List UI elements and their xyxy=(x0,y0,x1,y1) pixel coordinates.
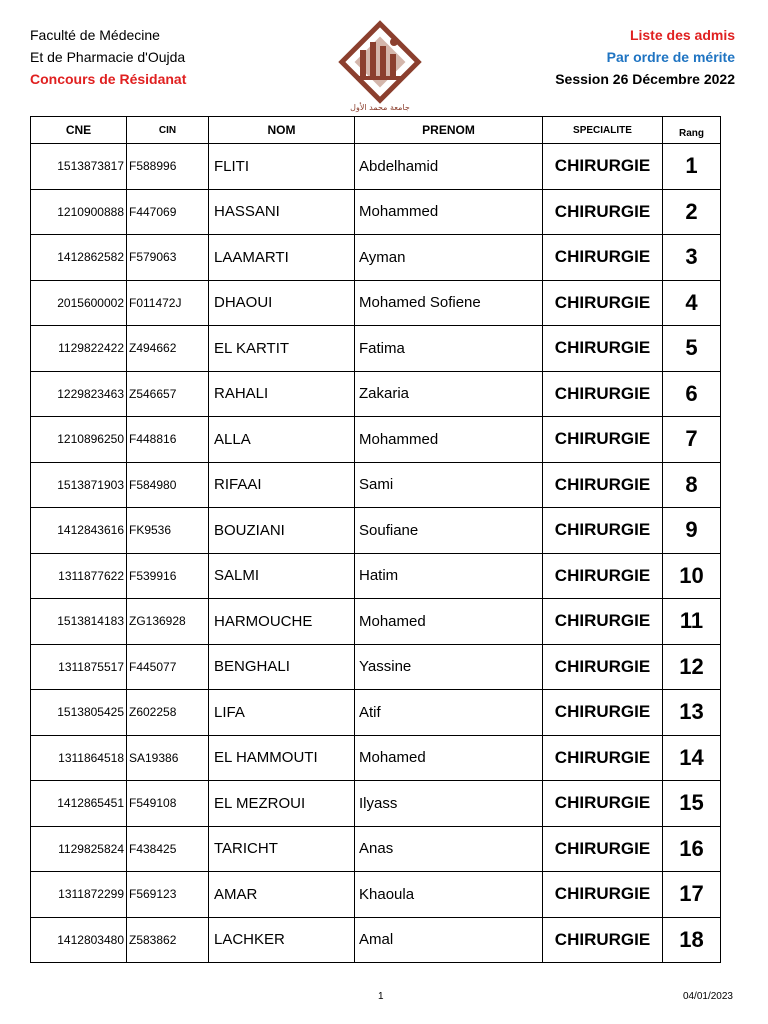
list-header xyxy=(455,24,735,90)
institution-header xyxy=(30,24,290,90)
cell-cin: F438425 xyxy=(127,826,209,872)
cell-nom: TARICHT xyxy=(209,826,355,872)
cell-rang: 10 xyxy=(663,553,721,599)
cell-rang: 2 xyxy=(663,189,721,235)
cell-rang: 3 xyxy=(663,235,721,281)
cell-prenom: Ilyass xyxy=(355,781,543,827)
university-logo xyxy=(328,20,432,116)
cell-cin: F445077 xyxy=(127,644,209,690)
table-row xyxy=(31,644,721,690)
cell-prenom: Mohamed Sofiene xyxy=(355,280,543,326)
cell-cne: 1412843616 xyxy=(31,508,127,554)
cell-rang: 7 xyxy=(663,417,721,463)
cell-nom: LAAMARTI xyxy=(209,235,355,281)
list-title: Liste des admis xyxy=(629,27,735,43)
cell-cin: F539916 xyxy=(127,553,209,599)
cell-nom: BOUZIANI xyxy=(209,508,355,554)
cell-nom: EL KARTIT xyxy=(209,326,355,372)
table-row xyxy=(31,462,721,508)
cell-prenom: Mohamed xyxy=(355,735,543,781)
cell-cin: F549108 xyxy=(127,781,209,827)
cell-rang: 12 xyxy=(663,644,721,690)
logo-caption: ﺟﺎﻣﻌﺔ ﻣﺤﻤﺪ ﺍﻷﻭﻝ xyxy=(350,103,410,112)
col-header-cin: CIN xyxy=(127,117,209,144)
cell-cin: F579063 xyxy=(127,235,209,281)
cell-specialite: CHIRURGIE xyxy=(543,690,663,736)
cell-rang: 5 xyxy=(663,326,721,372)
table-row xyxy=(31,599,721,645)
table-row xyxy=(31,326,721,372)
table-row xyxy=(31,781,721,827)
cell-cne: 1412865451 xyxy=(31,781,127,827)
cell-rang: 16 xyxy=(663,826,721,872)
cell-cne: 1311875517 xyxy=(31,644,127,690)
table-row xyxy=(31,508,721,554)
cell-cne: 2015600002 xyxy=(31,280,127,326)
cell-prenom: Anas xyxy=(355,826,543,872)
cell-cin: Z494662 xyxy=(127,326,209,372)
institution-line1: Faculté de Médecine xyxy=(30,27,160,43)
table-row xyxy=(31,735,721,781)
cell-cin: F011472J xyxy=(127,280,209,326)
table-row xyxy=(31,917,721,963)
table-row xyxy=(31,371,721,417)
cell-prenom: Amal xyxy=(355,917,543,963)
order-label: Par ordre de mérite xyxy=(606,49,735,65)
cell-prenom: Ayman xyxy=(355,235,543,281)
col-header-cne: CNE xyxy=(31,117,127,144)
table-row xyxy=(31,235,721,281)
cell-prenom: Sami xyxy=(355,462,543,508)
cell-cne: 1210900888 xyxy=(31,189,127,235)
cell-cne: 1129822422 xyxy=(31,326,127,372)
cell-rang: 18 xyxy=(663,917,721,963)
cell-cne: 1513805425 xyxy=(31,690,127,736)
cell-rang: 13 xyxy=(663,690,721,736)
cell-nom: LACHKER xyxy=(209,917,355,963)
cell-cne: 1412803480 xyxy=(31,917,127,963)
table-row xyxy=(31,872,721,918)
table-row xyxy=(31,826,721,872)
page-number: 1 xyxy=(378,991,384,1002)
cell-nom: HASSANI xyxy=(209,189,355,235)
cell-rang: 15 xyxy=(663,781,721,827)
cell-specialite: CHIRURGIE xyxy=(543,872,663,918)
cell-rang: 17 xyxy=(663,872,721,918)
cell-specialite: CHIRURGIE xyxy=(543,144,663,190)
cell-cin: F584980 xyxy=(127,462,209,508)
cell-cin: F569123 xyxy=(127,872,209,918)
cell-cne: 1513814183 xyxy=(31,599,127,645)
cell-prenom: Mohamed xyxy=(355,599,543,645)
cell-specialite: CHIRURGIE xyxy=(543,235,663,281)
cell-cin: Z583862 xyxy=(127,917,209,963)
cell-nom: AMAR xyxy=(209,872,355,918)
col-header-nom: NOM xyxy=(209,117,355,144)
cell-prenom: Abdelhamid xyxy=(355,144,543,190)
cell-cne: 1210896250 xyxy=(31,417,127,463)
cell-prenom: Fatima xyxy=(355,326,543,372)
cell-cin: Z546657 xyxy=(127,371,209,417)
cell-cne: 1412862582 xyxy=(31,235,127,281)
cell-specialite: CHIRURGIE xyxy=(543,917,663,963)
col-header-rang: Rang xyxy=(663,117,721,144)
table-header-row xyxy=(31,117,721,144)
table-body xyxy=(31,144,721,963)
cell-cne: 1129825824 xyxy=(31,826,127,872)
admitted-table xyxy=(30,116,721,963)
cell-prenom: Mohammed xyxy=(355,189,543,235)
cell-specialite: CHIRURGIE xyxy=(543,781,663,827)
cell-cin: Z602258 xyxy=(127,690,209,736)
cell-cne: 1513873817 xyxy=(31,144,127,190)
cell-prenom: Soufiane xyxy=(355,508,543,554)
cell-specialite: CHIRURGIE xyxy=(543,599,663,645)
cell-nom: EL HAMMOUTI xyxy=(209,735,355,781)
table-row xyxy=(31,144,721,190)
table-row xyxy=(31,417,721,463)
cell-specialite: CHIRURGIE xyxy=(543,508,663,554)
cell-cin: F588996 xyxy=(127,144,209,190)
cell-cne: 1311872299 xyxy=(31,872,127,918)
table-row xyxy=(31,189,721,235)
col-header-prenom: PRENOM xyxy=(355,117,543,144)
cell-rang: 1 xyxy=(663,144,721,190)
cell-prenom: Zakaria xyxy=(355,371,543,417)
cell-nom: RIFAAI xyxy=(209,462,355,508)
cell-nom: BENGHALI xyxy=(209,644,355,690)
cell-nom: EL MEZROUI xyxy=(209,781,355,827)
cell-specialite: CHIRURGIE xyxy=(543,826,663,872)
cell-rang: 9 xyxy=(663,508,721,554)
cell-specialite: CHIRURGIE xyxy=(543,326,663,372)
cell-specialite: CHIRURGIE xyxy=(543,553,663,599)
cell-nom: ALLA xyxy=(209,417,355,463)
cell-nom: SALMI xyxy=(209,553,355,599)
cell-cin: ZG136928 xyxy=(127,599,209,645)
cell-rang: 14 xyxy=(663,735,721,781)
cell-prenom: Yassine xyxy=(355,644,543,690)
cell-specialite: CHIRURGIE xyxy=(543,735,663,781)
cell-specialite: CHIRURGIE xyxy=(543,371,663,417)
cell-cne: 1311877622 xyxy=(31,553,127,599)
cell-prenom: Khaoula xyxy=(355,872,543,918)
cell-cin: FK9536 xyxy=(127,508,209,554)
cell-cne: 1311864518 xyxy=(31,735,127,781)
cell-nom: FLITI xyxy=(209,144,355,190)
cell-rang: 6 xyxy=(663,371,721,417)
col-header-specialite: SPECIALITE xyxy=(543,117,663,144)
cell-prenom: Atif xyxy=(355,690,543,736)
cell-cin: F448816 xyxy=(127,417,209,463)
cell-specialite: CHIRURGIE xyxy=(543,189,663,235)
cell-nom: LIFA xyxy=(209,690,355,736)
cell-specialite: CHIRURGIE xyxy=(543,417,663,463)
table-row xyxy=(31,280,721,326)
cell-nom: HARMOUCHE xyxy=(209,599,355,645)
print-date: 04/01/2023 xyxy=(682,991,733,1002)
cell-specialite: CHIRURGIE xyxy=(543,280,663,326)
institution-line2: Et de Pharmacie d'Oujda xyxy=(30,49,186,65)
cell-prenom: Mohammed xyxy=(355,417,543,463)
exam-title: Concours de Résidanat xyxy=(30,71,187,87)
cell-nom: DHAOUI xyxy=(209,280,355,326)
cell-specialite: CHIRURGIE xyxy=(543,462,663,508)
cell-prenom: Hatim xyxy=(355,553,543,599)
cell-rang: 11 xyxy=(663,599,721,645)
table-row xyxy=(31,690,721,736)
cell-specialite: CHIRURGIE xyxy=(543,644,663,690)
cell-rang: 8 xyxy=(663,462,721,508)
session-label: Session 26 Décembre 2022 xyxy=(555,71,735,87)
cell-cin: F447069 xyxy=(127,189,209,235)
cell-cne: 1229823463 xyxy=(31,371,127,417)
table-row xyxy=(31,553,721,599)
cell-cin: SA19386 xyxy=(127,735,209,781)
cell-rang: 4 xyxy=(663,280,721,326)
cell-cne: 1513871903 xyxy=(31,462,127,508)
cell-nom: RAHALI xyxy=(209,371,355,417)
